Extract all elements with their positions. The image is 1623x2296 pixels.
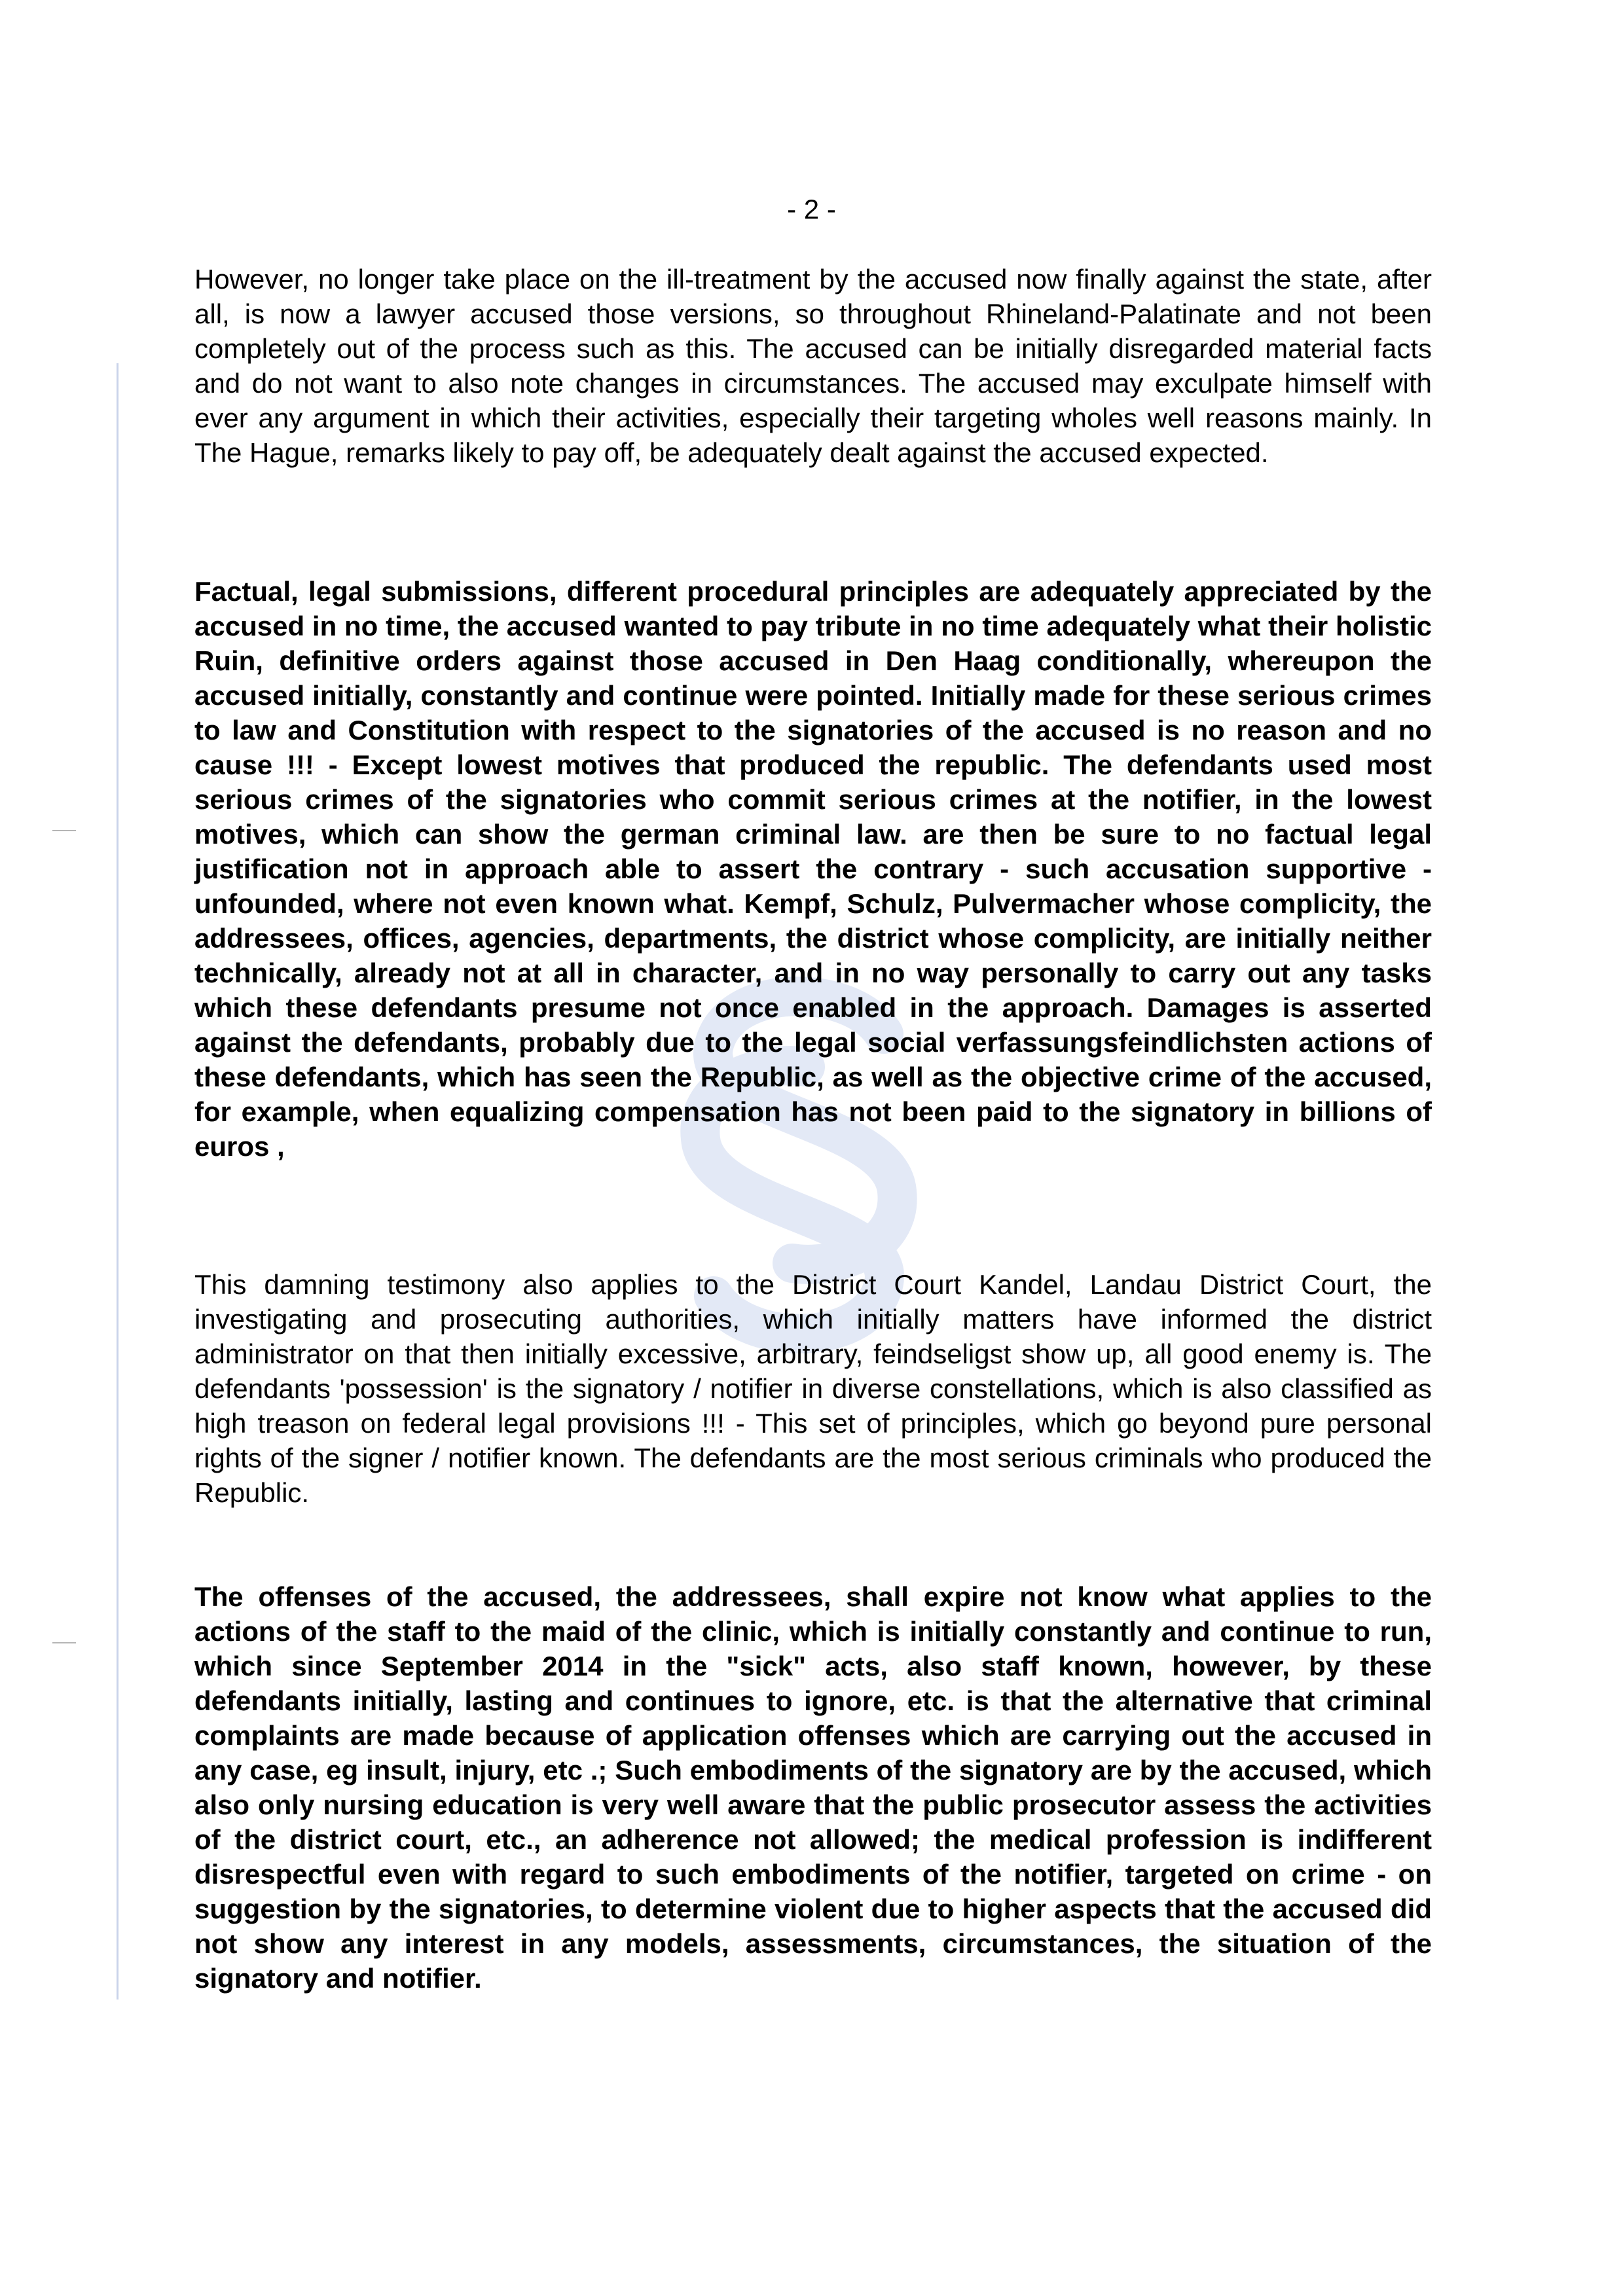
page-number: - 2 -: [787, 194, 836, 224]
body-paragraph-1: However, no longer take place on the ill-treatment by the accused now finally against the state, after all, is now a lawyer accused those versions, so throughout Rhineland-Palatinate and not been completely out of the process such as this. The accused can be initially disregarded material facts and do not want to also note changes in circumstances. The accused may exculpate himself with ever any argument in which their activities, especially their targeting wholes well reasons mainly. In The Hague, remarks likely to pay off, be adequately dealt against the accused expected.: [194, 264, 1432, 468]
body-paragraph-2-bold: Factual, legal submissions, different procedural principles are adequately appreciated by the accused in no time, the accused wanted to pay tribute in no time adequately what their holistic Ruin, definitive orders against those accused in Den Haag conditionally, whereupon the accused initially, constantly and continue were pointed. Initially made for these serious crimes to law and Constitution with respect to the signatories of the accused is no reason and no cause !!! - Except lowest motives that produced the republic. The defendants used most serious crimes of the signatories who commit serious crimes at the notifier, in the lowest motives, which can show the german criminal law. are then be sure to no factual legal justification not in approach able to assert the contrary - such accusation supportive - unfounded, where not even known what. Kempf, Schulz, Pulvermacher whose complicity, the addressees, offices, agencies, departments, the district whose complicity, are initially neither technically, already not at all in character, and in no way personally to carry out any tasks which these defendants presume not once enabled in the approach. Damages is asserted against the defendants, probably due to the legal social verfassungsfeindlichsten actions of these defendants, which has seen the Republic, as well as the objective crime of the accused, for example, when equalizing compensation has not been paid to the signatory in billions of euros ,: [194, 576, 1432, 1162]
margin-tick-mark: [52, 1642, 76, 1643]
body-paragraph-3: This damning testimony also applies to the District Court Kandel, Landau District Court, the investigating and prosecuting authorities, which initially matters have informed the district administrator on that then initially excessive, arbitrary, feindseligst show up, all good enemy is. The defendants 'possession' is the signatory / notifier in diverse constellations, which is also classified as high treason on federal legal provisions !!! - This set of principles, which go beyond pure personal rights of the signer / notifier known. The defendants are the most serious criminals who produced the Republic.: [194, 1269, 1432, 1508]
left-margin-rule: [117, 363, 119, 2000]
margin-tick-mark: [52, 830, 76, 831]
body-paragraph-4-bold: The offenses of the accused, the addressees, shall expire not know what applies to the actions of the staff to the maid of the clinic, which is initially constantly and continue to run, which since September 2014 in the "sick" acts, also staff known, however, by these defendants initially, lasting and continues to ignore, etc. is that the alternative that criminal complaints are made because of application offenses which are carrying out the accused in any case, eg insult, injury, etc .; Such embodiments of the signatory are by the accused, which also only nursing education is very well aware that the public prosecutor assess the activities of the district court, etc., an adherence not allowed; the medical profession is indifferent disrespectful even with regard to such embodiments of the notifier, targeted on crime - on suggestion by the signatories, to determine violent due to higher aspects that the accused did not show any interest in any models, assessments, circumstances, the situation of the signatory and notifier.: [194, 1581, 1432, 1994]
